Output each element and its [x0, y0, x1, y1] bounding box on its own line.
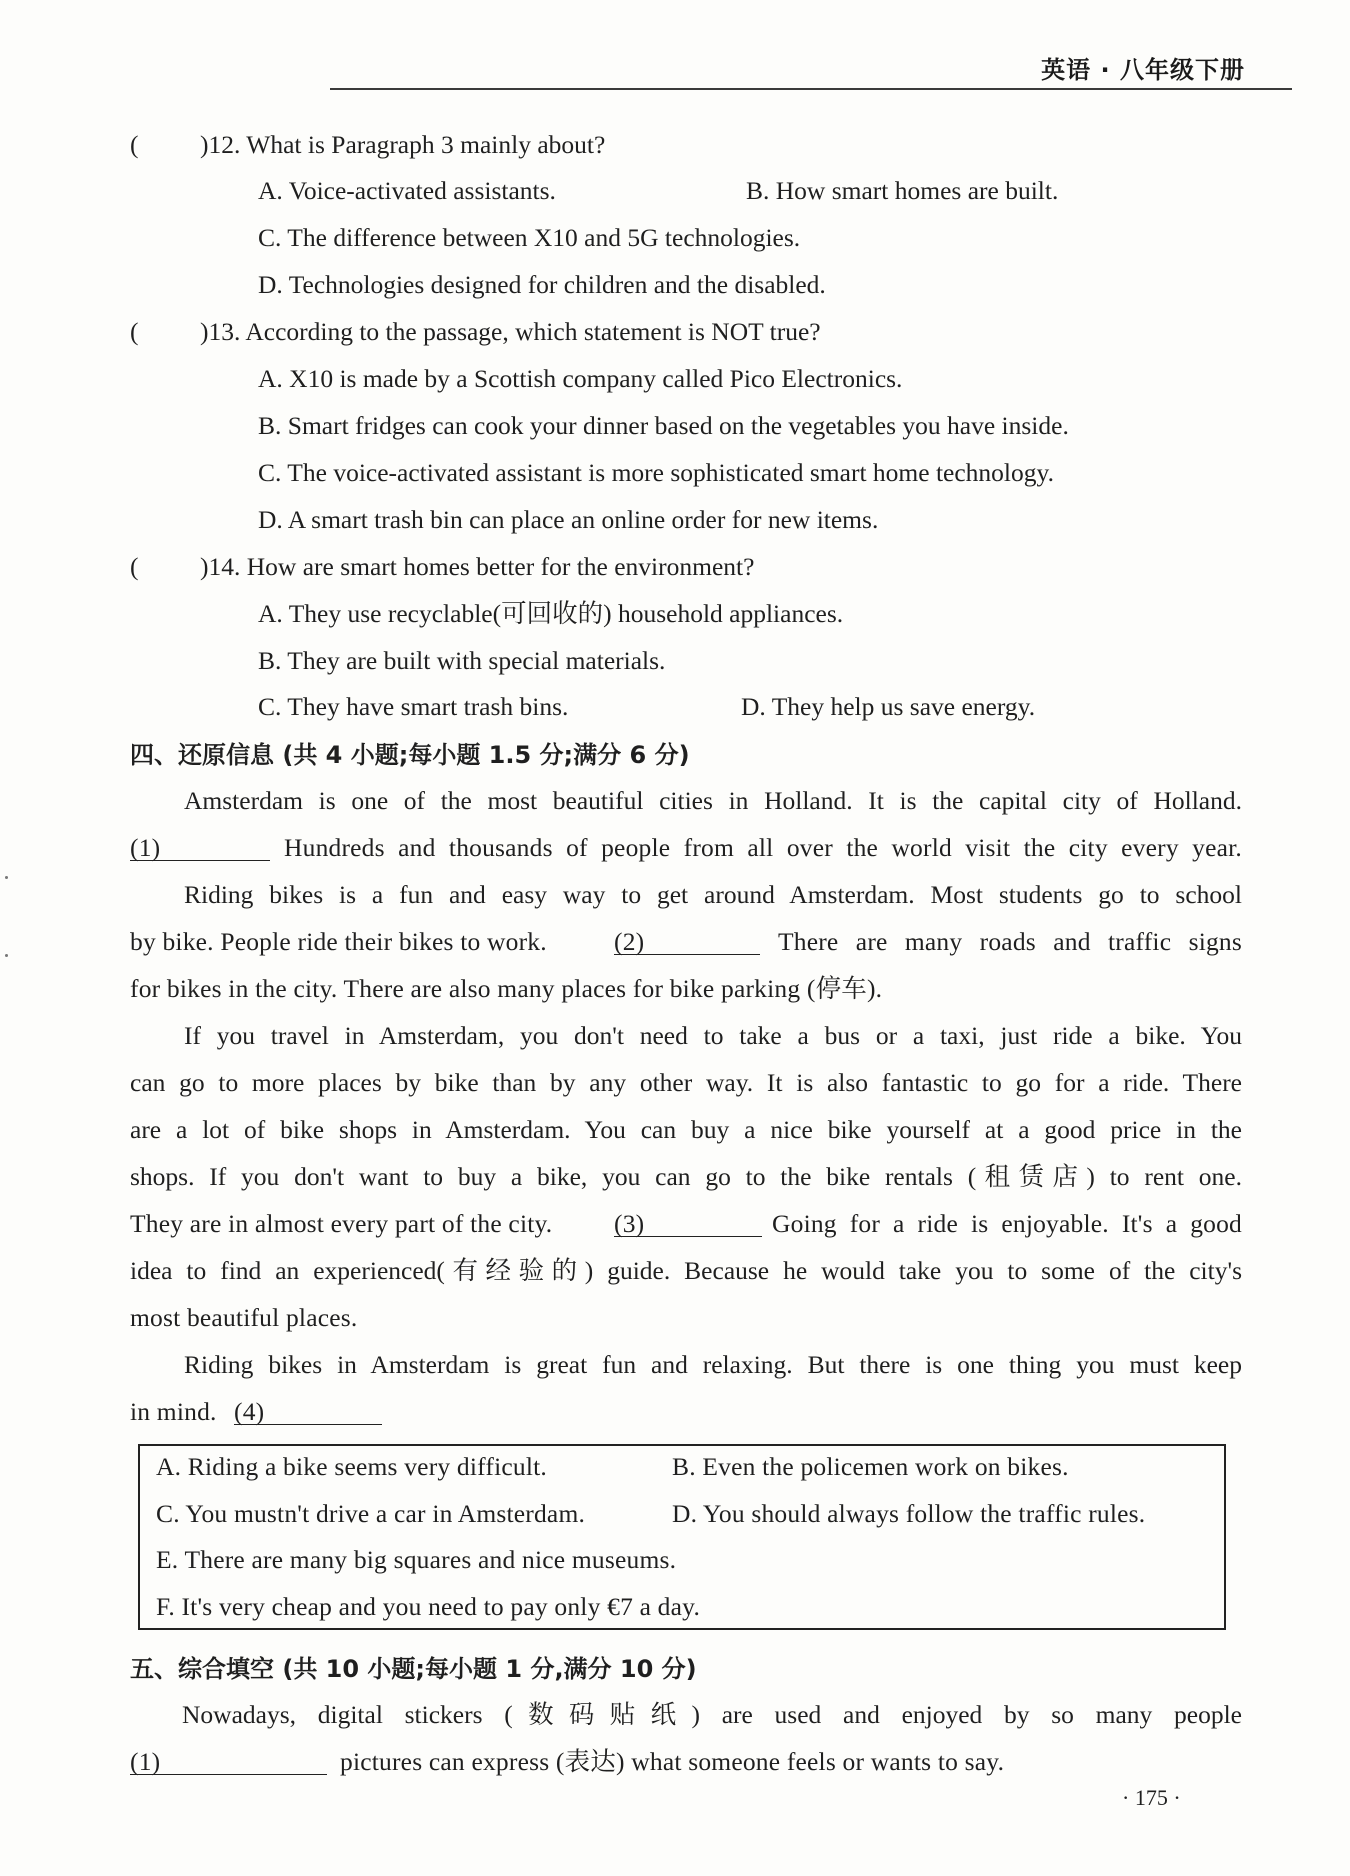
passage-line: idea to find an experienced(有经验的) guide. Because he would take you to some of the city's: [130, 1256, 1242, 1285]
option-d: D. They help us save energy.: [741, 692, 1036, 721]
passage-line: shops. If you don't want to buy a bike, you can go to the bike rentals (租赁店) to rent one.: [130, 1162, 1242, 1191]
answer-paren: (: [130, 317, 139, 346]
page-number: · 175 ·: [1122, 1785, 1181, 1810]
passage-line: by bike. People ride their bikes to work.: [130, 927, 547, 956]
answer-blank-3[interactable]: (3): [614, 1212, 762, 1237]
question-stem: )12. What is Paragraph 3 mainly about?: [200, 130, 606, 159]
passage-line: are a lot of bike shops in Amsterdam. You can buy a nice bike yourself at a good price in the: [130, 1115, 1242, 1144]
option-b: B. They are built with special materials.: [258, 646, 666, 675]
passage-line: They are in almost every part of the city.: [130, 1209, 553, 1238]
passage-line: [130, 833, 270, 863]
box-option-b: B. Even the policemen work on bikes.: [672, 1452, 1069, 1481]
answer-blank-4[interactable]: (4): [234, 1400, 382, 1425]
passage-line: in mind.: [130, 1397, 217, 1426]
question-stem: )13. According to the passage, which statement is NOT true?: [200, 317, 821, 346]
passage-line: can go to more places by bike than by any other way. It is also fantastic to go for a ride. There: [130, 1068, 1242, 1097]
passage-line: [614, 1209, 762, 1239]
option-b: B. How smart homes are built.: [746, 176, 1059, 205]
option-d: D. A smart trash bin can place an online order for new items.: [258, 505, 879, 534]
section-4-heading: 四、还原信息 (共 4 小题;每小题 1.5 分;满分 6 分): [130, 741, 690, 769]
option-b: B. Smart fridges can cook your dinner based on the vegetables you have inside.: [258, 411, 1069, 440]
answer-blank-1[interactable]: (1): [130, 1750, 327, 1775]
option-a: A. X10 is made by a Scottish company called Pico Electronics.: [258, 364, 903, 393]
passage-line: [234, 1397, 382, 1427]
box-option-a: A. Riding a bike seems very difficult.: [156, 1452, 547, 1481]
passage-line: [130, 1747, 327, 1777]
scan-mark: [5, 954, 8, 957]
option-c: C. They have smart trash bins.: [258, 692, 569, 721]
option-c: C. The voice-activated assistant is more sophisticated smart home technology.: [258, 458, 1054, 487]
box-option-e: E. There are many big squares and nice museums.: [156, 1545, 677, 1574]
section-5-heading: 五、综合填空 (共 10 小题;每小题 1 分,满分 10 分): [130, 1655, 697, 1683]
box-option-c: C. You mustn't drive a car in Amsterdam.: [156, 1499, 586, 1528]
passage-line: There are many roads and traffic signs: [778, 927, 1242, 956]
question-stem: )14. How are smart homes better for the environment?: [200, 552, 755, 581]
answer-blank-2[interactable]: (2): [614, 930, 760, 955]
passage-line: Hundreds and thousands of people from all over the world visit the city every year.: [284, 833, 1242, 862]
answer-paren: (: [130, 552, 139, 581]
passage-line: [614, 927, 760, 957]
passage-line: Going for a ride is enjoyable. It's a good: [772, 1209, 1242, 1238]
option-a: A. They use recyclable(可回收的) household appliances.: [258, 599, 844, 628]
passage-line: Amsterdam is one of the most beautiful cities in Holland. It is the capital city of Holland.: [184, 786, 1242, 815]
option-a: A. Voice-activated assistants.: [258, 176, 556, 205]
passage-line: If you travel in Amsterdam, you don't need to take a bus or a taxi, just ride a bike. You: [184, 1021, 1242, 1050]
scan-mark: [5, 876, 8, 879]
passage-line: most beautiful places.: [130, 1303, 358, 1332]
passage-line: Riding bikes is a fun and easy way to get around Amsterdam. Most students go to school: [184, 880, 1242, 909]
passage-line: Riding bikes in Amsterdam is great fun and relaxing. But there is one thing you must keep: [184, 1350, 1242, 1379]
box-option-d: D. You should always follow the traffic rules.: [672, 1499, 1146, 1528]
box-option-f: F. It's very cheap and you need to pay only €7 a day.: [156, 1592, 701, 1621]
page-header-title: 英语 · 八年级下册: [1041, 56, 1245, 84]
header-rule: [330, 88, 1292, 90]
passage-line: pictures can express (表达) what someone feels or wants to say.: [340, 1747, 1005, 1776]
answer-paren: (: [130, 130, 139, 159]
option-d: D. Technologies designed for children and the disabled.: [258, 270, 826, 299]
passage-line: Nowadays, digital stickers (数码贴纸) are used and enjoyed by so many people: [182, 1700, 1242, 1729]
passage-line: for bikes in the city. There are also many places for bike parking (停车).: [130, 974, 883, 1003]
answer-blank-1[interactable]: (1): [130, 836, 270, 861]
option-c: C. The difference between X10 and 5G technologies.: [258, 223, 801, 252]
